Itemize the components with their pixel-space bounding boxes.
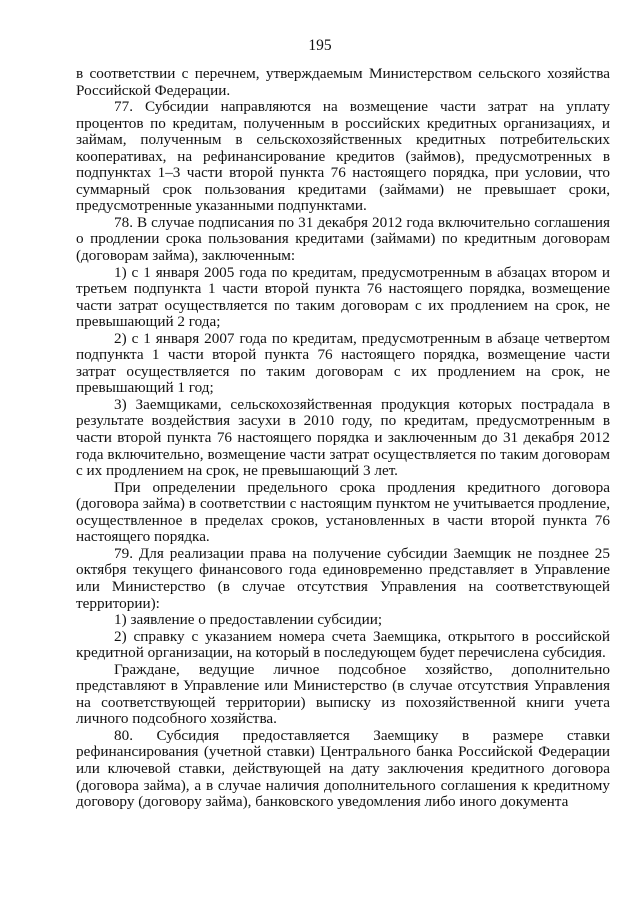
page-number: 195 bbox=[308, 37, 332, 54]
paragraph-item-78-note: При определении предельного срока продления кредитного договора (договора займа) в соответствии с настоящим пунктом не учитывается продление, осуществленное в пределах сроков, установленных в части второй пункта 76 настоящего порядка. bbox=[76, 478, 610, 546]
paragraph-item-78-sub-3: 3) Заемщиками, сельскохозяйственная продукция которых пострадала в результате воздействия засухи в 2010 году, по кредитам, предусмотренным в части второй пункта 76 настоящего порядка и заключенным до 31 декабря 2012 года включительно, возмещение части затрат осуществляется по таким договорам с их продлением на срок, не превышающий 3 лет. bbox=[76, 395, 610, 480]
paragraph-continuation: в соответствии с перечнем, утверждаемым Министерством сельского хозяйства Российской Федерации. bbox=[76, 65, 610, 99]
paragraph-item-78: 78. В случае подписания по 31 декабря 2012 года включительно соглашения о продлении срока пользования кредитами (займами) по кредитным договорам (договорам займа), заключенным: bbox=[76, 213, 610, 265]
paragraph-item-80: 80. Субсидия предоставляется Заемщику в размере ставки рефинансирования (учетной ставки) Центрального банка Российской Федерации или ключевой ставки, действующей на дату заключения кредитного договора (договора займа), а в случае наличия дополнительного соглашения к кредитному договору (договору займа), банковского уведомления либо иного документа bbox=[76, 726, 610, 811]
paragraph-item-77: 77. Субсидии направляются на возмещение части затрат на уплату процентов по кредитам, полученным в российских кредитных организациях, и займам, полученным в сельскохозяйственных кредитных потребительских кооперативах, на рефинансирование кредитов (займов), предусмотренных в подпунктах 1–3 части второй пункта 76 настоящего порядка, при условии, что суммарный срок пользования кредитами (займами) не превышает сроки, предусмотренные указанными подпунктами. bbox=[76, 98, 610, 215]
paragraph-item-79-sub-2: 2) справку с указанием номера счета Заемщика, открытого в российской кредитной организации, на который в последующем будет перечислена субсидия. bbox=[76, 627, 610, 662]
paragraph-item-78-sub-1: 1) с 1 января 2005 года по кредитам, предусмотренным в абзацах втором и третьем подпункта 1 части второй пункта 76 настоящего порядка, возмещение части затрат осуществляется по таким договорам с их продлением на срок, не превышающий 2 года; bbox=[76, 263, 610, 331]
paragraph-item-79-note: Граждане, ведущие личное подсобное хозяйство, дополнительно представляют в Управление или Министерство (в случае отсутствия Управления на соответствующей территории) выписку из похозяйственной книги учета личного подсобного хозяйства. bbox=[76, 660, 610, 728]
document-body bbox=[76, 66, 610, 811]
paragraph-item-79-sub-1: 1) заявление о предоставлении субсидии; bbox=[114, 611, 383, 629]
paragraph-item-78-sub-2: 2) с 1 января 2007 года по кредитам, предусмотренным в абзаце четвертом подпункта 1 части второй пункта 76 настоящего порядка, возмещение части затрат осуществляется по таким договорам с их продлением на срок, не превышающий 1 год; bbox=[76, 329, 610, 397]
paragraph-item-79: 79. Для реализации права на получение субсидии Заемщик не позднее 25 октября текущего финансового года единовременно представляет в Управление или Министерство (в случае отсутствия Управления на соответствующей территории): bbox=[76, 544, 610, 612]
